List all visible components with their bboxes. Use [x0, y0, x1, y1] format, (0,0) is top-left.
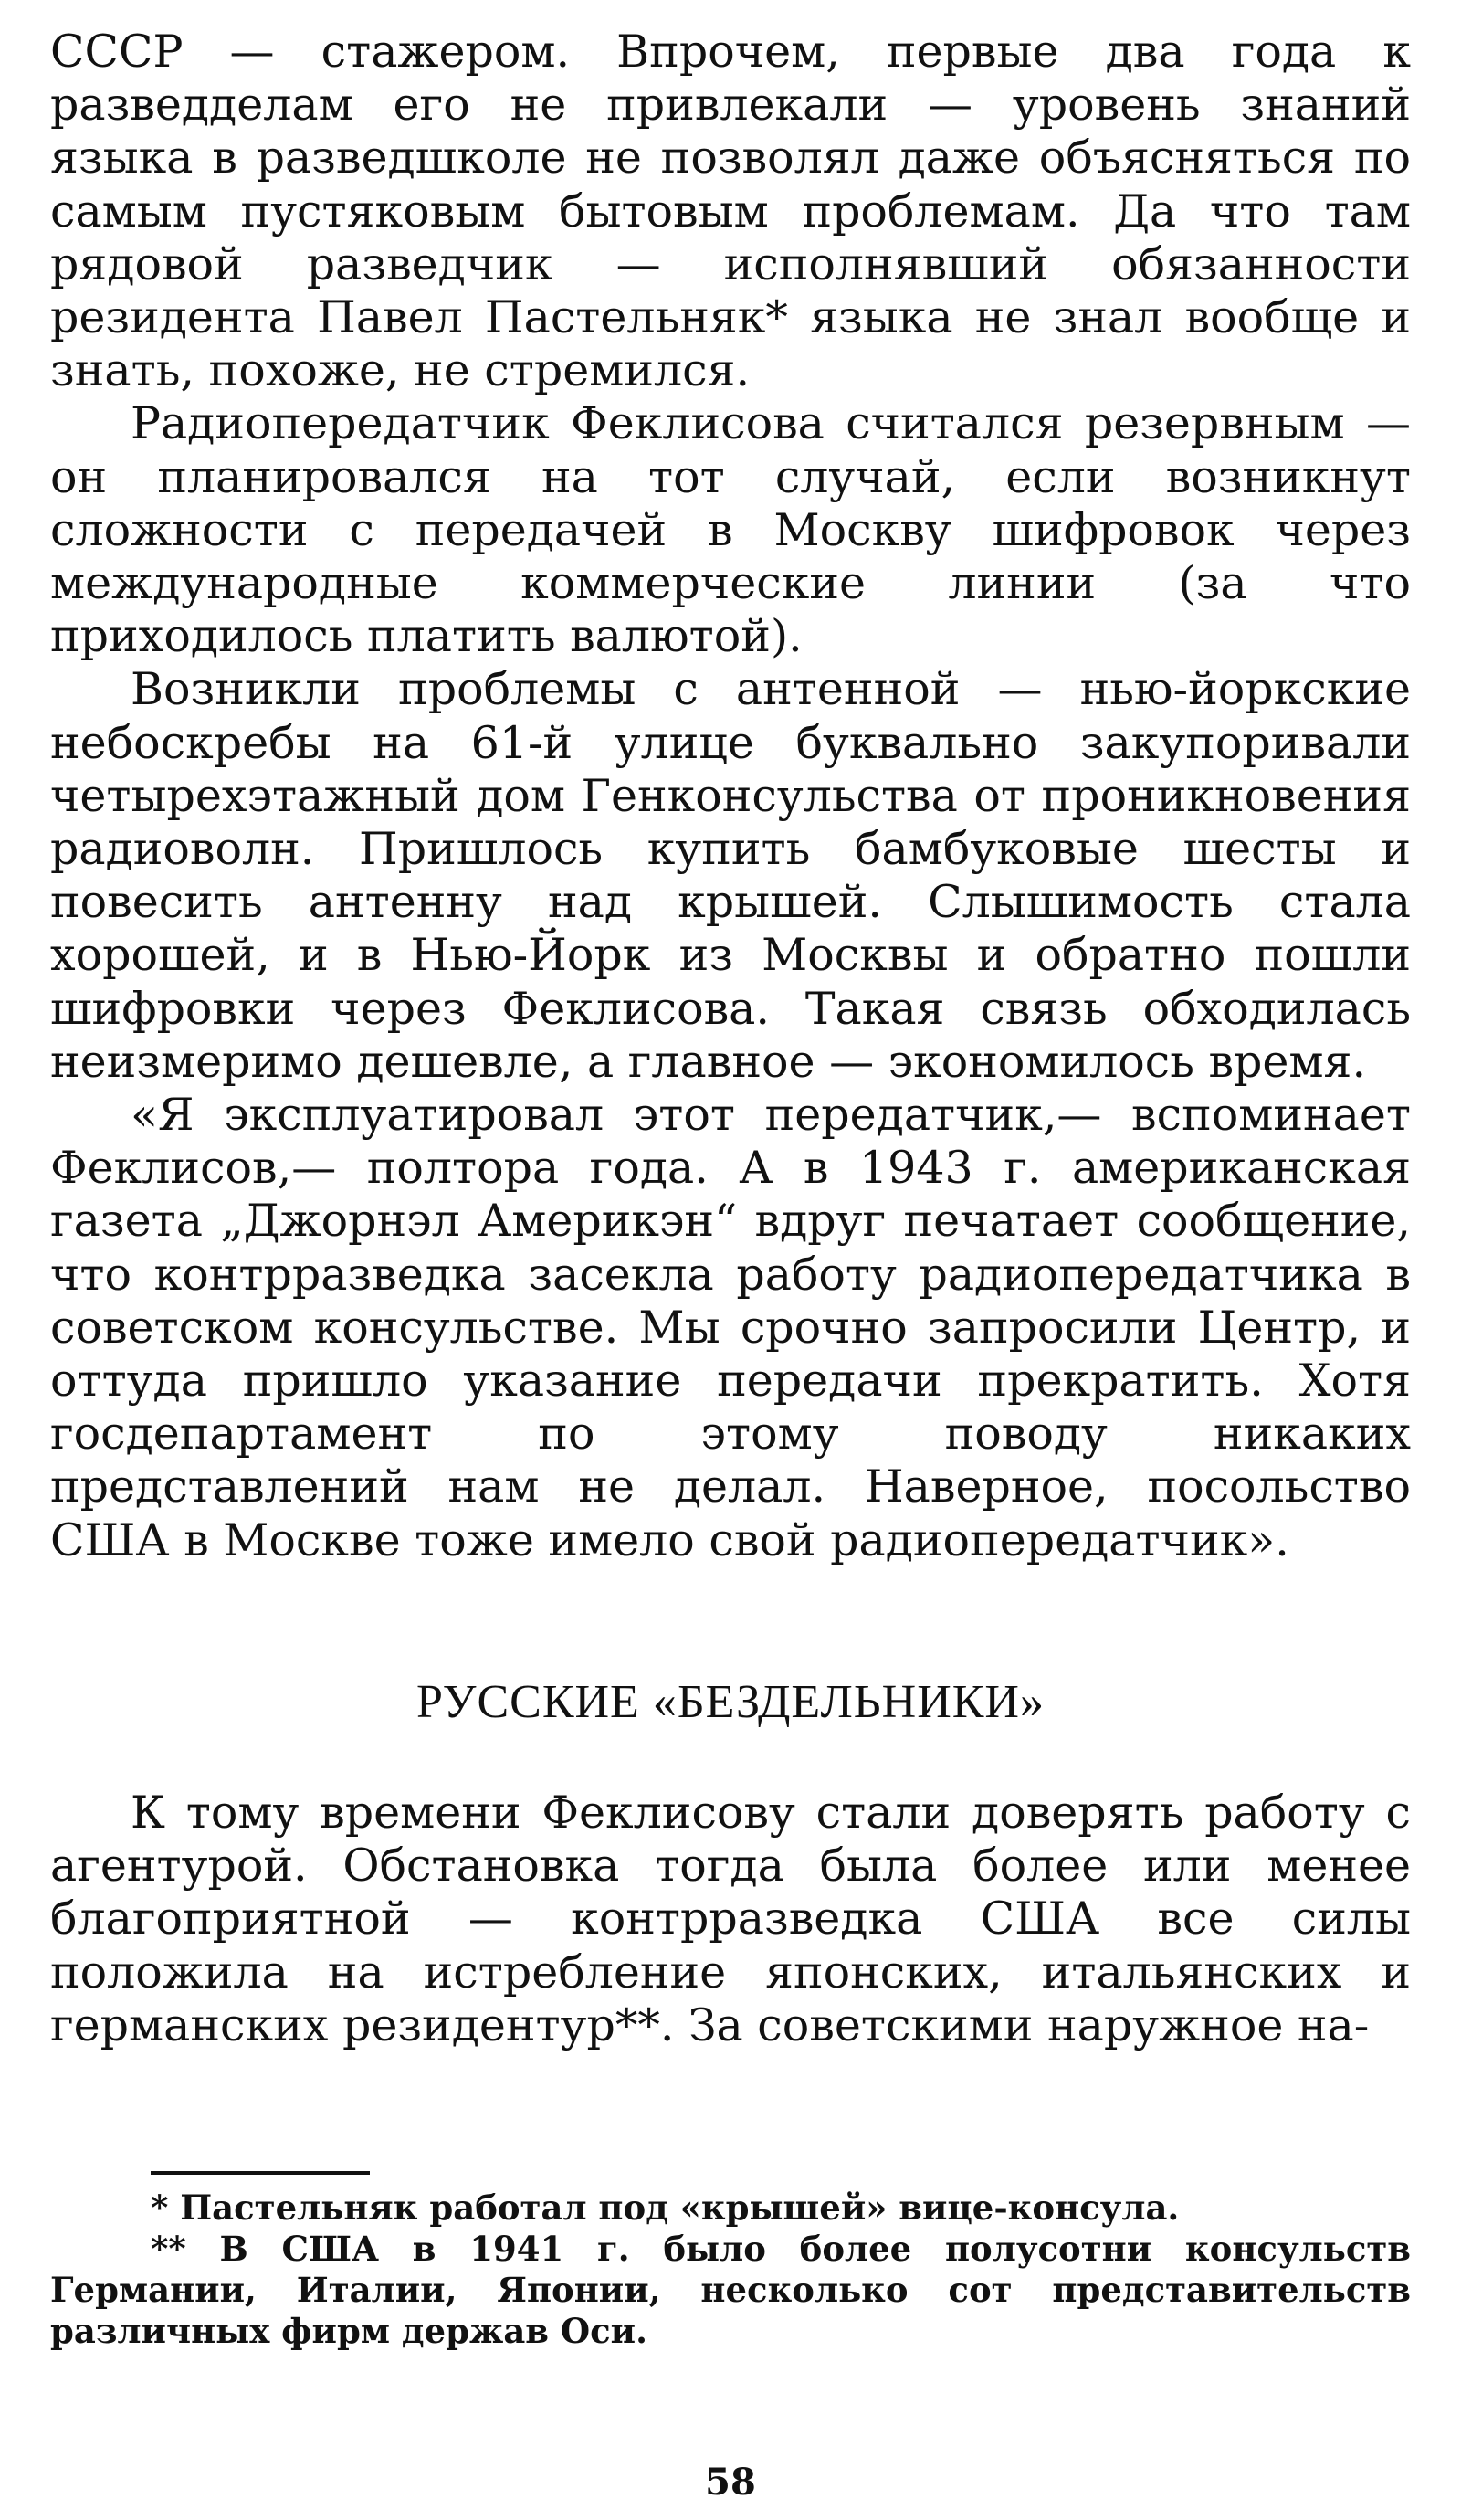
footnote: * Пастельняк работал под «крышей» вице-консула. — [151, 2187, 1180, 2228]
section-paragraph: К тому времени Феклисову стали доверять работу с агентурой. Обстановка тогда была более или менее благоприятной — контрразведка США все силы положила на истребление японских, итальянских и германских резидентур**. За советскими наружное на- — [50, 1786, 1411, 2051]
section-heading: РУССКИЕ «БЕЗДЕЛЬНИКИ» — [416, 1675, 1045, 1728]
body-paragraph: «Я эксплуатировал этот передатчик,— вспоминает Феклисов,— полтора года. А в 1943 г. американская газета „Джорнэл Америкэн“ вдруг печатает сообщение, что контрразведка засекла работу радиопередатчика в советском консульстве. Мы срочно запросили Центр, и оттуда пришло указание передачи прекратить. Хотя госдепартамент по этому поводу никаких представлений нам не делал. Наверное, посольство США в Москве тоже имело свой радиопередатчик». — [50, 1089, 1411, 1566]
footnote-divider — [151, 2171, 370, 2175]
footnote: ** В США в 1941 г. было более полусотни консульств Германии, Италии, Японии, несколько сот представительств различных фирм держав Оси. — [50, 2228, 1411, 2351]
body-paragraph: Радиопередатчик Феклисова считался резервным — он планировался на тот случай, если возникнут сложности с передачей в Москву шифровок через международные коммерческие линии (за что приходилось платить валютой). — [50, 397, 1411, 663]
page-number: 58 — [705, 2461, 756, 2504]
body-paragraph: Возникли проблемы с антенной — нью-йоркские небоскребы на 61-й улице буквально закупоривали четырехэтажный дом Генконсульства от проникновения радиоволн. Пришлось купить бамбуковые шесты и повесить антенну над крышей. Слышимость стала хорошей, и в Нью-Йорк из Москвы и обратно пошли шифровки через Феклисова. Такая связь обходилась неизмеримо дешевле, а главное — экономилось время. — [50, 663, 1411, 1088]
book-page — [50, 26, 1411, 2352]
body-paragraph: СССР — стажером. Впрочем, первые два года к разведделам его не привлекали — уровень знаний языка в разведшколе не позволял даже объясняться по самым пустяковым бытовым проблемам. Да что там рядовой разведчик — исполнявший обязанности резидента Павел Пастельняк* языка не знал вообще и знать, похоже, не стремился. — [50, 26, 1411, 397]
